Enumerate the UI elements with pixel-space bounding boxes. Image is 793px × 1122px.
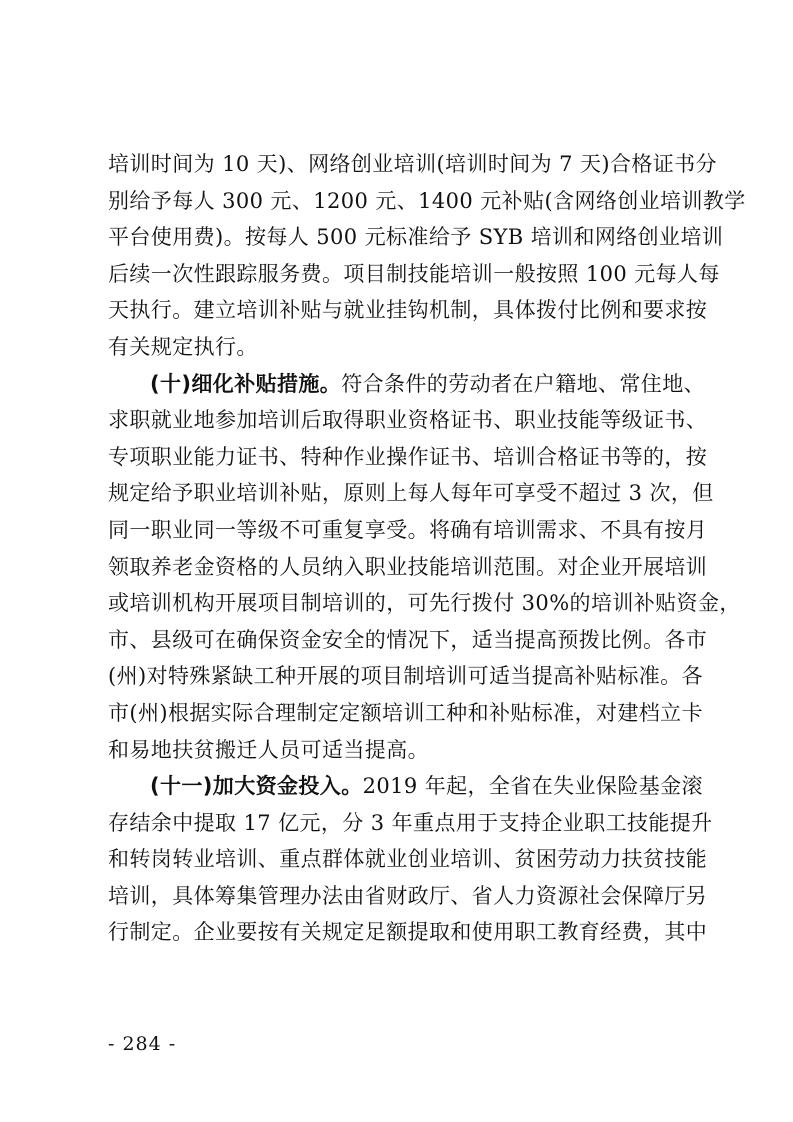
text-run: 2019 年起，全省在失业保险基金滚 — [362, 774, 703, 799]
text-line: (州)对特殊紧缺工种开展的项目制培训可适当提高补贴标准。各 — [108, 664, 703, 689]
text-line: 存结余中提取 17 亿元，分 3 年重点用于支持企业职工技能提升 — [108, 810, 713, 835]
text-line: 求职就业地参加培训后取得职业资格证书、职业技能等级证书、 — [108, 408, 708, 433]
text-line: 平台使用费)。按每人 500 元标准给予 SYB 培训和网络创业培训 — [108, 225, 724, 250]
text-line: 别给予每人 300 元、1200 元、1400 元补贴(含网络创业培训教学 — [108, 188, 746, 213]
text-line: 和转岗转业培训、重点群体就业创业培训、贫困劳动力扶贫技能 — [108, 847, 708, 872]
text-line: 培训，具体筹集管理办法由省财政厅、省人力资源社会保障厅另 — [108, 883, 708, 908]
text-run: 符合条件的劳动者在户籍地、常住地、 — [341, 371, 706, 396]
text-line: 领取养老金资格的人员纳入职业技能培训范围。对企业开展培训 — [108, 554, 708, 579]
paragraph-first-line — [108, 768, 703, 805]
section-heading: (十一)加大资金投入。 — [150, 774, 363, 799]
text-line: 市(州)根据实际合理制定定额培训工种和补贴标准，对建档立卡 — [108, 700, 703, 725]
text-line: 培训时间为 10 天)、网络创业培训(培训时间为 7 天)合格证书分 — [108, 152, 717, 176]
body-text — [108, 146, 746, 951]
text-line: 行制定。企业要按有关规定足额提取和使用职工教育经费，其中 — [108, 920, 708, 945]
text-line: 和易地扶贫搬迁人员可适当提高。 — [108, 737, 429, 762]
text-line: 天执行。建立培训补贴与就业挂钩机制，具体拨付比例和要求按 — [108, 298, 708, 323]
text-line: 同一职业同一等级不可重复享受。将确有培训需求、不具有按月 — [108, 517, 708, 542]
section-heading: (十)细化补贴措施。 — [150, 371, 342, 396]
text-line: 或培训机构开展项目制培训的，可先行拨付 30%的培训补贴资金， — [108, 591, 741, 616]
text-line: 专项职业能力证书、特种作业操作证书、培训合格证书等的，按 — [108, 444, 708, 469]
paragraph-first-line — [108, 366, 706, 403]
text-line: 后续一次性跟踪服务费。项目制技能培训一般按照 100 元每人每 — [108, 261, 720, 286]
text-line: 有关规定执行。 — [108, 334, 258, 359]
text-line: 市、县级可在确保资金安全的情况下，适当提高预拨比例。各市 — [108, 627, 708, 652]
page-number: - 284 - — [108, 1033, 177, 1055]
text-line: 规定给予职业培训补贴，原则上每人每年可享受不超过 3 次，但 — [108, 481, 714, 506]
